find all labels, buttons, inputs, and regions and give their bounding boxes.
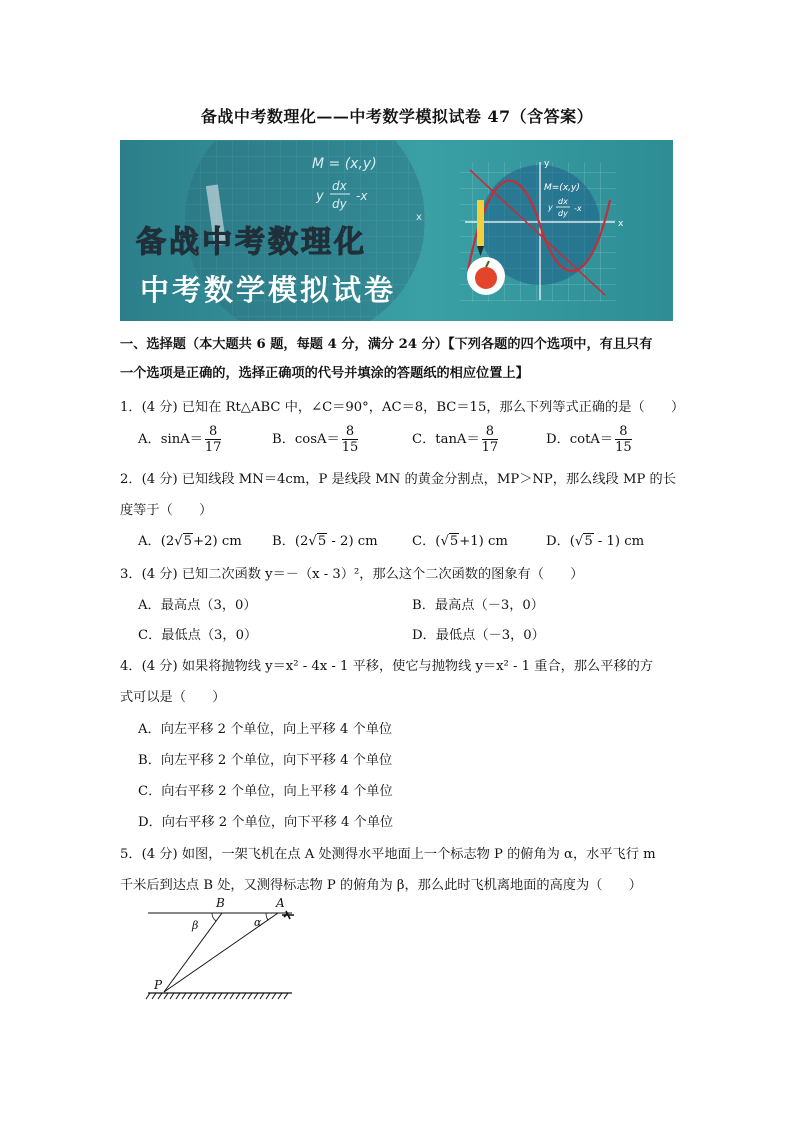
label-alpha: α (254, 916, 262, 929)
banner-headline: 备战中考数理化 (136, 225, 367, 260)
svg-text:x: x (618, 219, 624, 229)
fraction: $\frac{8}{17}$ (481, 424, 499, 455)
airplane-angle-diagram (140, 895, 300, 1005)
fraction: $\frac{8}{17}$ (204, 424, 222, 455)
angle-beta-arc (212, 913, 216, 921)
q3-option-c: C．最低点（3，0） (138, 628, 258, 643)
small-pencil-icon (477, 200, 484, 246)
banner-subheadline: 中考数学模拟试卷 (140, 273, 397, 307)
q3-option-d: D．最低点（－3，0） (412, 628, 545, 643)
angle-alpha-arc (266, 913, 268, 920)
banner-formula-dx: dx (332, 179, 347, 193)
q2-option-b: B．(2√5 - 2) cm (272, 534, 378, 549)
svg-text:-x: -x (574, 204, 582, 213)
fraction: $\frac{8}{15}$ (615, 424, 632, 455)
q3-stem: 3．(4 分) 已知二次函数 y＝－（x - 3）²，那么这个二次函数的图象有（ ） (120, 567, 584, 582)
banner-axis-x: x (416, 212, 422, 223)
q1-option-a: A．sinA＝ $\frac{8}{17}$ (138, 424, 222, 455)
banner-graphic (120, 140, 673, 321)
q1-option-b: B．cosA＝ $\frac{8}{15}$ (272, 424, 359, 455)
q2-stem: 2．(4 分) 已知线段 MN＝4cm，P 是线段 MN 的黄金分割点，MP＞NP，那么线段 MP 的长 (120, 472, 676, 487)
label-beta: β (192, 919, 199, 932)
q1-option-d: D．cotA＝ $\frac{8}{15}$ (546, 424, 632, 455)
q4-option-a: A．向左平移 2 个单位，向上平移 4 个单位 (138, 722, 393, 737)
ground-hatching (146, 993, 288, 999)
q2-option-c: C．(√5+1) cm (412, 534, 508, 549)
section-heading: 一、选择题（本大题共 6 题，每题 4 分，满分 24 分）【下列各题的四个选项中，有且只有 (120, 337, 653, 352)
section-heading-cont: 一个选项是正确的，选择正确项的代号并填涂的答题纸的相应位置上】 (120, 366, 529, 381)
svg-text:dx: dx (558, 197, 568, 206)
svg-text:y: y (548, 203, 553, 212)
airplane-icon (282, 911, 294, 919)
q4-stem-cont: 式可以是（ ） (120, 690, 226, 705)
q3-option-b: B．最高点（－3，0） (412, 598, 544, 613)
banner-formula-y: y (316, 189, 324, 204)
q4-option-c: C．向右平移 2 个单位，向上平移 4 个单位 (138, 784, 393, 799)
document-title: 备战中考数理化——中考数学模拟试卷 47（含答案） (200, 107, 594, 126)
q3-option-a: A．最高点（3，0） (138, 598, 257, 613)
q5-stem-cont: 千米后到达点 B 处，又测得标志物 P 的俯角为 β，那么此时飞机离地面的高度为（ ） (120, 878, 642, 893)
graph-panel (460, 159, 624, 302)
q4-stem: 4．(4 分) 如果将抛物线 y＝x² - 4x - 1 平移，使它与抛物线 y＝x² - 1 重合，那么平移的方 (120, 659, 653, 674)
q4-option-b: B．向左平移 2 个单位，向下平移 4 个单位 (138, 753, 393, 768)
q1-option-c: C．tanA＝ $\frac{8}{17}$ (412, 424, 499, 455)
banner-formula-dy: dy (332, 197, 347, 211)
label-p: P (154, 978, 163, 992)
svg-text:y: y (544, 159, 550, 169)
q2-option-a: A．(2√5+2) cm (138, 534, 242, 549)
q2-option-d: D．(√5 - 1) cm (546, 534, 645, 549)
label-a: A (276, 896, 285, 910)
svg-text:dy: dy (558, 209, 568, 218)
label-b: B (216, 896, 225, 910)
apple-icon (475, 267, 497, 289)
banner-formula-x: -x (356, 189, 368, 203)
q5-figure (140, 895, 300, 1009)
q5-stem: 5．(4 分) 如图，一架飞机在点 A 处测得水平地面上一个标志物 P 的俯角为 α，水平飞行 m (120, 847, 656, 862)
q1-stem: 1．(4 分) 已知在 Rt△ABC 中，∠C＝90°，AC＝8，BC＝15，那么下列等式正确的是（ ） (120, 400, 685, 415)
banner-formula-m: M = (x,y) (312, 156, 377, 172)
q4-option-d: D．向右平移 2 个单位，向下平移 4 个单位 (138, 815, 394, 830)
svg-text:M=(x,y): M=(x,y) (544, 183, 580, 193)
fraction: $\frac{8}{15}$ (341, 424, 359, 455)
q2-stem-cont: 度等于（ ） (120, 503, 213, 518)
banner-image (120, 140, 673, 321)
